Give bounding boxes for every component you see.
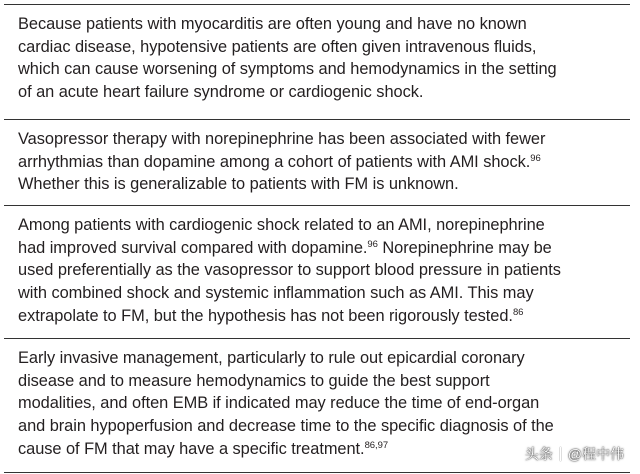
text-line: modalities, and often EMB if indicated may reduce the time of end-organ xyxy=(18,394,540,413)
text-line xyxy=(18,151,622,174)
citation-ref: 96 xyxy=(530,152,541,164)
watermark xyxy=(525,444,624,464)
text-segment: had improved survival compared with dopamine. xyxy=(18,238,368,257)
text-line: Among patients with cardiogenic shock related to an AMI, norepinephrine xyxy=(18,216,545,234)
row-text xyxy=(18,214,622,328)
watermark-source: 头条 xyxy=(524,446,553,462)
text-line: which can cause worsening of symptoms and hemodynamics in the setting xyxy=(18,60,557,79)
citation-ref: 86 xyxy=(512,306,524,318)
text-line xyxy=(18,237,622,260)
table-row xyxy=(4,206,630,339)
text-line: Because patients with myocarditis are often young and have no known xyxy=(18,15,527,33)
text-line: with combined shock and systemic inflammation such as AMI. This may xyxy=(18,284,534,303)
text-segment: arrhythmias than dopamine among a cohort of patients with AMI shock. xyxy=(18,152,531,171)
watermark-handle: @程中伟 xyxy=(567,446,624,462)
citation-ref: 86,97 xyxy=(364,439,389,451)
table-row xyxy=(4,5,630,120)
table-row xyxy=(4,120,630,206)
citation-ref: 96 xyxy=(367,238,378,250)
text-line: Vasopressor therapy with norepinephrine has been associated with fewer xyxy=(18,130,546,148)
recommendation-table xyxy=(4,4,630,473)
text-line xyxy=(18,305,622,328)
text-segment: Norepinephrine may be xyxy=(377,238,552,257)
row-text xyxy=(18,13,622,104)
text-line: Whether this is generalizable to patients with FM is unknown. xyxy=(18,175,459,194)
text-line: used preferentially as the vasopressor to support blood pressure in patients xyxy=(18,261,561,280)
text-segment: cause of FM that may have a specific treatment. xyxy=(18,439,365,458)
text-line: of an acute heart failure syndrome or cardiogenic shock. xyxy=(18,83,424,102)
text-segment: extrapolate to FM, but the hypothesis has not been rigorously tested. xyxy=(18,306,513,325)
text-line: disease and to measure hemodynamics to guide the best support xyxy=(18,371,490,390)
text-line: cardiac disease, hypotensive patients are often given intravenous fluids, xyxy=(18,37,537,56)
text-line: and brain hypoperfusion and decrease time to the specific diagnosis of the xyxy=(18,417,554,436)
row-text xyxy=(18,128,622,196)
watermark-divider xyxy=(560,447,561,461)
text-line: Early invasive management, particularly to rule out epicardial coronary xyxy=(18,349,525,367)
